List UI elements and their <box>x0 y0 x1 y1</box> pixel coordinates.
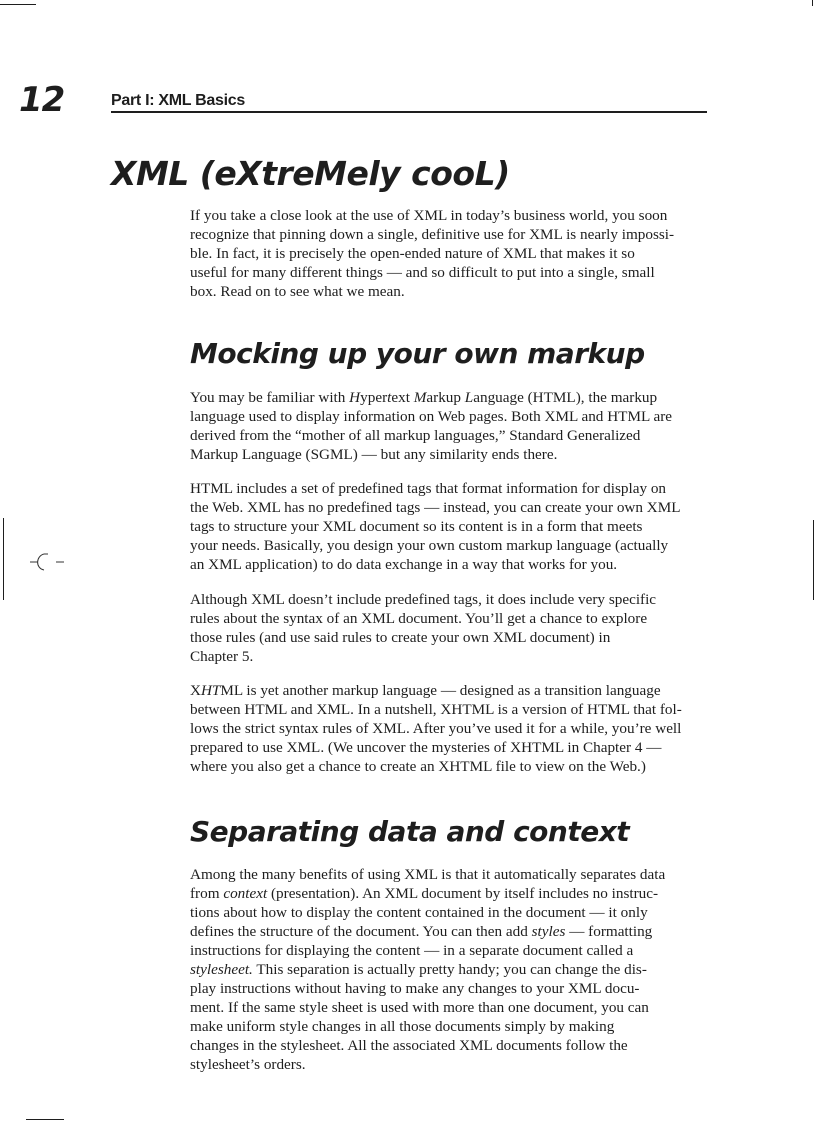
markup-paragraph-1 <box>190 388 730 464</box>
text-run: X <box>190 682 201 699</box>
part-title: Part I: XML Basics <box>111 92 249 109</box>
text-run: anguage (HTML), the markup <box>473 389 658 406</box>
text-run: (presentation). An XML document by itself includes no instruc- <box>267 885 659 902</box>
registration-mark-icon <box>26 551 68 573</box>
emphasis-initial: M <box>413 389 427 406</box>
text-line: ment. If the same style sheet is used with more than one document, you can <box>190 999 649 1016</box>
chapter-heading: XML (eXtreMely cooL) <box>111 154 510 193</box>
text-line <box>190 681 730 700</box>
text-run: You may be familiar with <box>190 389 350 406</box>
text-line: HTML includes a set of predefined tags that format information for display on <box>190 480 667 497</box>
crop-mark-bottom-left <box>26 1119 64 1120</box>
emphasis-initial: L <box>464 389 474 406</box>
text-run: from <box>190 885 224 902</box>
emphasis-text: stylesheet. <box>190 961 253 978</box>
text-line <box>190 388 730 407</box>
text-run: ext <box>391 389 414 406</box>
text-line: lows the strict syntax rules of XML. After you’ve used it for a while, you’re well <box>190 720 682 737</box>
crop-mark-top-right <box>812 0 813 6</box>
text-line: box. Read on to see what we mean. <box>190 283 405 300</box>
text-line: If you take a close look at the use of XML in today’s business world, you soon <box>190 207 668 224</box>
text-line: play instructions without having to make any changes to your XML docu- <box>190 980 640 997</box>
emphasis-initial: t <box>387 389 392 406</box>
text-line: stylesheet’s orders. <box>190 1056 306 1073</box>
emphasis-text: context <box>223 885 268 902</box>
text-line <box>190 884 730 903</box>
text-line: an XML application) to do data exchange in a way that works for you. <box>190 556 618 573</box>
text-run: ML is yet another markup language — designed as a transition language <box>220 682 661 699</box>
text-line: changes in the stylesheet. All the associated XML documents follow the <box>190 1037 628 1054</box>
text-line: your needs. Basically, you design your own custom markup language (actually <box>190 537 669 554</box>
intro-paragraph <box>190 206 730 301</box>
running-head <box>111 91 707 113</box>
text-line: where you also get a chance to create an XHTML file to view on the Web.) <box>190 758 646 775</box>
markup-paragraph-3 <box>190 590 730 666</box>
context-paragraph-1 <box>190 865 730 1074</box>
text-line: Although XML doesn’t include predefined tags, it does include very specific <box>190 591 657 608</box>
text-run: This separation is actually pretty handy; you can change the dis- <box>252 961 647 978</box>
text-run: arkup <box>426 389 465 406</box>
text-run: — formatting <box>565 923 653 940</box>
text-line: ble. In fact, it is precisely the open-ended nature of XML that makes it so <box>190 245 635 262</box>
text-line: tions about how to display the content contained in the document — it only <box>190 904 648 921</box>
emphasis-initial: H <box>349 389 361 406</box>
text-line: language used to display information on Web pages. Both XML and HTML are <box>190 408 673 425</box>
emphasis-text: styles <box>531 923 566 940</box>
text-line: make uniform style changes in all those documents simply by making <box>190 1018 615 1035</box>
crop-mark-right-middle <box>813 520 814 600</box>
markup-paragraph-2 <box>190 479 730 574</box>
text-line: Markup Language (SGML) — but any similarity ends there. <box>190 446 558 463</box>
text-line: Chapter 5. <box>190 648 254 665</box>
text-line: useful for many different things — and so difficult to put into a single, small <box>190 264 655 281</box>
section-heading-context: Separating data and context <box>190 815 630 848</box>
text-line <box>190 960 730 979</box>
page-number: 12 <box>19 80 65 120</box>
crop-mark-top-left <box>0 4 36 5</box>
text-line: prepared to use XML. (We uncover the mysteries of XHTML in Chapter 4 — <box>190 739 662 756</box>
crop-mark-left-middle <box>3 518 4 600</box>
text-line: instructions for displaying the content — in a separate document called a <box>190 942 634 959</box>
text-run: yper <box>360 389 388 406</box>
emphasis-text: HT <box>200 682 221 699</box>
text-line: between HTML and XML. In a nutshell, XHTML is a version of HTML that fol- <box>190 701 682 718</box>
text-line: derived from the “mother of all markup languages,” Standard Generalized <box>190 427 641 444</box>
section-heading-markup: Mocking up your own markup <box>190 337 645 370</box>
text-run: defines the structure of the document. You can then add <box>190 923 532 940</box>
markup-paragraph-4 <box>190 681 730 776</box>
text-line: rules about the syntax of an XML document. You’ll get a chance to explore <box>190 610 648 627</box>
text-line: those rules (and use said rules to create your own XML document) in <box>190 629 611 646</box>
text-line <box>190 922 730 941</box>
text-line: tags to structure your XML document so its content is in a form that meets <box>190 518 643 535</box>
text-line: Among the many benefits of using XML is that it automatically separates data <box>190 866 666 883</box>
text-line: recognize that pinning down a single, definitive use for XML is nearly impossi- <box>190 226 675 243</box>
text-line: the Web. XML has no predefined tags — instead, you can create your own XML <box>190 499 681 516</box>
